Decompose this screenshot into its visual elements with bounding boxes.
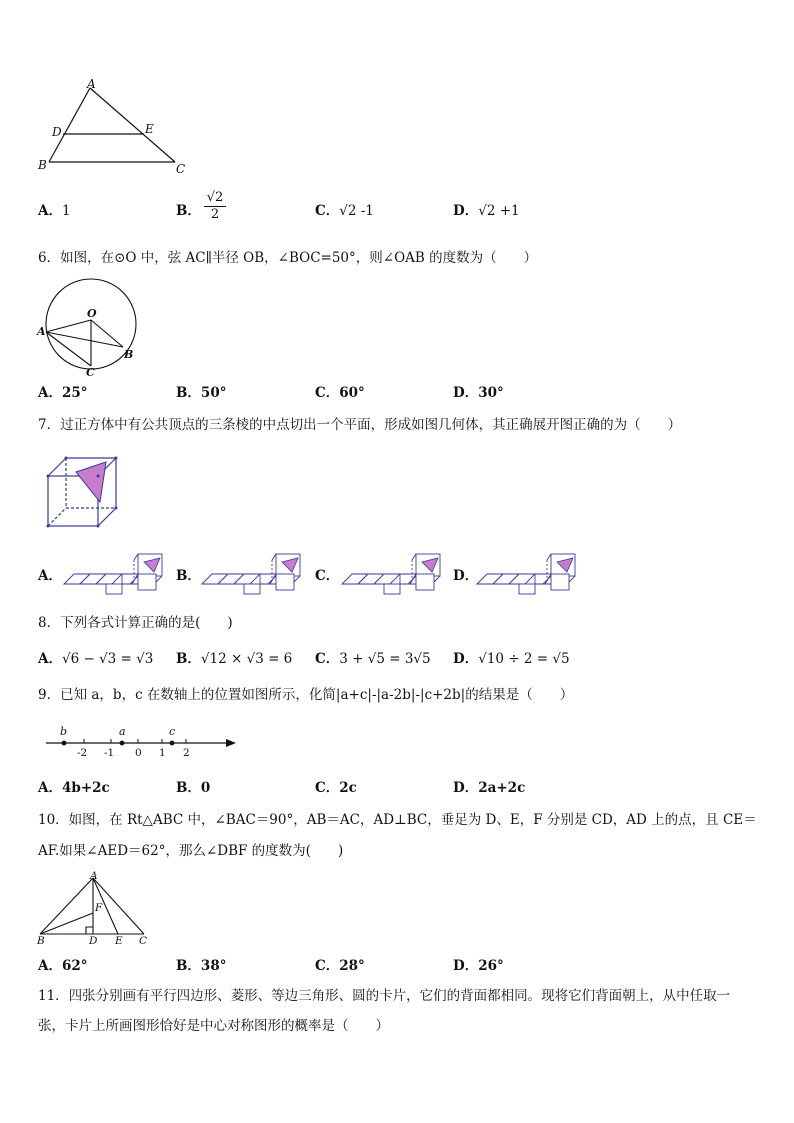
point-label-a: a	[119, 725, 126, 738]
triangle-figure-q5	[34, 76, 194, 180]
label-O: O	[87, 307, 97, 320]
q8-option-a[interactable]: A．√6 − √3 = √3	[38, 651, 154, 667]
q6-option-d[interactable]: D．30°	[453, 385, 504, 401]
q6-option-c[interactable]: C．60°	[315, 385, 365, 401]
label-A: A	[37, 325, 46, 338]
q8-option-b[interactable]: B．√12 × √3 = 6	[176, 651, 293, 667]
q5-option-a[interactable]: A．1	[38, 203, 71, 219]
label-F: F	[95, 902, 103, 914]
net-figure-a	[60, 550, 170, 598]
fraction-root2-over-2: √2 2	[204, 190, 226, 223]
net-figure-b	[198, 550, 308, 598]
q7-option-a[interactable]: A．	[38, 568, 62, 584]
label-E: E	[145, 122, 154, 136]
question-10-line-2: AF.如果∠AED＝62°，那么∠DBF 的度数为( )	[38, 843, 344, 859]
label-B: B	[38, 158, 47, 172]
label-B: B	[37, 935, 45, 946]
label-E: E	[115, 935, 123, 946]
q8-option-d[interactable]: D．√10 ÷ 2 = √5	[453, 651, 570, 667]
q10-option-c[interactable]: C．28°	[315, 958, 365, 974]
tick-label: -1	[104, 747, 115, 759]
q10-option-b[interactable]: B．38°	[176, 958, 227, 974]
number-line-q9	[40, 722, 240, 762]
q7-option-c[interactable]: C．	[315, 568, 340, 584]
q5-option-d[interactable]: D．√2 +1	[453, 203, 520, 219]
q5-option-b[interactable]: B．	[176, 203, 201, 219]
label-C: C	[86, 366, 95, 379]
tick-label: -2	[77, 747, 88, 759]
point-label-b: b	[60, 725, 68, 738]
q9-option-c[interactable]: C．2c	[315, 780, 357, 796]
q10-option-a[interactable]: A．62°	[38, 958, 88, 974]
tick-label: 2	[183, 747, 190, 759]
label-C: C	[176, 162, 186, 176]
label-C: C	[139, 935, 148, 946]
question-10-line-1: 10．如图，在 Rt△ABC 中，∠BAC＝90°，AB＝AC，AD⊥BC，垂足为 D、E，F 分别是 CD，AD 上的点，且 CE＝	[38, 812, 757, 828]
q6-option-a[interactable]: A．25°	[38, 385, 88, 401]
question-9-text: 9．已知 a，b，c 在数轴上的位置如图所示，化简|a+c|-|a-2b|-|c+2b|的结果是（ ）	[38, 687, 574, 703]
q5-option-c[interactable]: C．√2 -1	[315, 203, 374, 219]
label-A: A	[90, 870, 98, 882]
label-A: A	[87, 77, 96, 91]
q9-option-d[interactable]: D．2a+2c	[453, 780, 526, 796]
cube-figure-q7	[40, 452, 132, 532]
q9-option-a[interactable]: A．4b+2c	[38, 780, 110, 796]
question-8-text: 8．下列各式计算正确的是( )	[38, 615, 233, 631]
triangle-figure-q10	[34, 870, 154, 946]
q7-option-b[interactable]: B．	[176, 568, 201, 584]
circle-figure-q6	[34, 272, 144, 380]
q7-option-d[interactable]: D．	[453, 568, 479, 584]
q8-option-c[interactable]: C．3 + √5 = 3√5	[315, 651, 431, 667]
q6-option-b[interactable]: B．50°	[176, 385, 227, 401]
question-11-line-2: 张，卡片上所画图形恰好是中心对称图形的概率是（ ）	[38, 1018, 389, 1034]
tick-label: 0	[135, 747, 142, 759]
q10-option-d[interactable]: D．26°	[453, 958, 504, 974]
question-11-line-1: 11．四张分别画有平行四边形、菱形、等边三角形、圆的卡片，它们的背面都相同。现将它们背面朝上，从中任取一	[38, 988, 731, 1004]
q9-option-b[interactable]: B．0	[176, 780, 211, 796]
label-B: B	[124, 348, 134, 361]
point-label-c: c	[169, 725, 176, 738]
question-7-text: 7．过正方体中有公共顶点的三条棱的中点切出一个平面，形成如图几何体，其正确展开图正确的为（ ）	[38, 417, 682, 433]
label-D: D	[89, 935, 98, 946]
question-6-text: 6．如图，在⊙O 中，弦 AC∥半径 OB，∠BOC=50°，则∠OAB 的度数为（ ）	[38, 250, 538, 266]
net-figure-d	[473, 550, 583, 598]
net-figure-c	[338, 550, 448, 598]
label-D: D	[52, 125, 62, 139]
tick-label: 1	[159, 747, 166, 759]
